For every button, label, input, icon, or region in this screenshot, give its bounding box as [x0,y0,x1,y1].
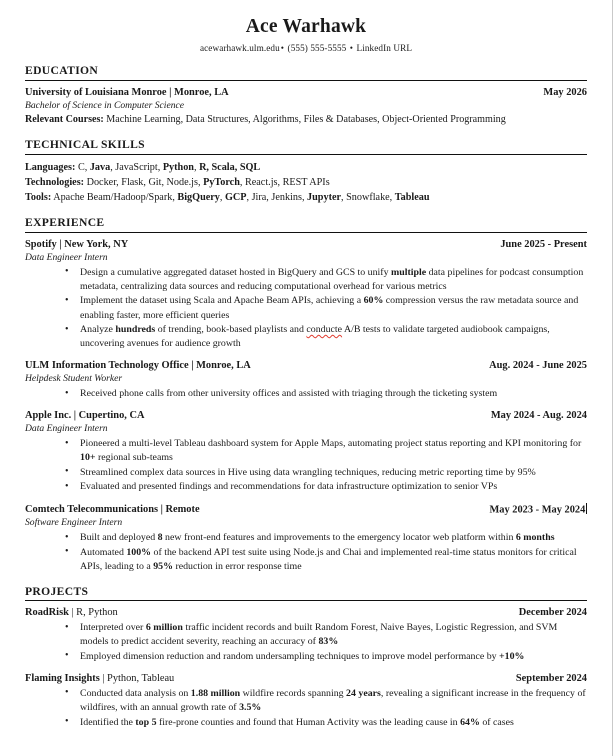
employer-title: Spotify | New York, NY [25,238,129,250]
text-run: Analyze [80,324,116,336]
bullet-item [65,266,587,294]
project-stack: | R, Python [68,607,118,619]
bullet-item [65,294,587,322]
text-run: 95% [153,560,173,572]
text-run: Jupyter [307,192,342,204]
entry-date: May 2023 - May 2024 [489,504,586,516]
bullet-item [65,650,587,664]
entry-date: September 2024 [515,672,587,684]
experience-entry [25,238,587,351]
text-run: , JavaScript, [110,161,163,173]
project-stack: | Python, Tableau [99,672,175,684]
skills-row [25,190,587,205]
text-run: C, [75,161,90,173]
text-run: new front-end features and improvements to the emergency locator web platform within [162,532,516,543]
skills-row [25,175,587,190]
text-run: 100% [126,546,152,558]
text-run: fire-prone counties and found that Human Activity was the leading cause in [156,716,461,728]
bullet-list [25,621,587,664]
text-run: Conducted data analysis on [80,687,191,699]
contact-linkedin: LinkedIn URL [356,43,413,54]
employer-title: Comtech Telecommunications | Remote [25,504,200,516]
text-run: 83% [318,636,339,648]
education-courses-label: Relevant Courses: [25,113,104,125]
entry-head [25,409,587,423]
text-run: 60% [363,295,384,307]
bullet-item [65,687,587,715]
skills-row [25,160,587,175]
project-entry [25,606,587,664]
text-run: 8 [157,532,163,543]
text-run: 1.88 million [190,687,241,699]
entry-date: December 2024 [518,607,587,619]
project-name: RoadRisk [25,607,69,619]
text-run: Built and deployed [80,532,158,543]
text-run: reduction in error response time [172,560,302,572]
education-courses [25,113,587,127]
text-run: , React.js, REST APIs [239,176,330,188]
entry-date: Aug. 2024 - June 2025 [489,360,587,372]
bullet-item [65,716,587,730]
job-role: Helpdesk Student Worker [25,373,123,385]
text-run: multiple [391,266,427,278]
bullet-item [65,531,587,545]
text-run: Docker, Flask, Git, Node.js, [84,176,204,188]
education-entry [25,86,587,127]
text-run: Streamlined complex data sources in Hive using data wrangling techniques, reducing metric reporting time by 95% [80,466,536,478]
text-run: +10% [499,650,525,662]
entry-head [25,359,587,373]
text-run: Apache Beam/Hadoop/Spark, [51,192,178,204]
bullet-item [65,466,587,480]
text-run: traffic incident records and built Random Forest, Naive Bayes, Logistic Regression, and SVM models to predict accident severity, reaching an accuracy of [80,622,558,648]
text-run: PyTorch [203,176,240,188]
bullet-item [65,546,587,574]
text-run: Automated [80,546,127,558]
text-run: BigQuery [177,192,220,204]
job-role: Data Engineer Intern [25,423,108,435]
bullet-item [65,480,587,494]
text-run: Received phone calls from other university offices and assisted with triaging through the ticketing system [80,388,498,400]
misspelled-word: conducte [306,324,343,336]
text-run: GCP [224,192,247,204]
text-run: Evaluated and presented findings and recommendations for data infrastructure optimization to senior VPs [80,481,498,493]
text-run: top 5 [135,716,157,728]
text-run: R, Scala, SQL [199,161,261,173]
text-run: Python [162,161,194,173]
contact-separator-1: • [280,43,285,54]
text-run: 6 months [515,532,555,543]
bullet-item [65,323,587,351]
text-run: Identified the [80,716,136,728]
text-run: , [219,192,225,204]
education-courses-value: Machine Learning, Data Structures, Algorithms, Files & Databases, Object-Oriented Programming [103,113,506,125]
text-run: 64% [460,716,480,728]
text-run: hundreds [115,324,156,336]
experience-entry [25,409,587,494]
project-title [25,606,118,620]
contact-separator-2: • [349,43,354,54]
entry-head [25,672,587,686]
text-run: , revealing a significant increase in the frequency of wildfires, with an annual growth rate of [80,687,586,714]
skills-row-label: Technologies: [25,176,85,188]
employer-title: Apple Inc. | Cupertino, CA [25,410,145,422]
education-degree: Bachelor of Science in Computer Science [25,99,185,111]
bullet-item [65,621,587,649]
page-title: Ace Warhawk [245,16,367,37]
section-heading-projects: PROJECTS [25,585,587,601]
text-run: 3.5% [239,702,262,714]
text-run: data pipelines for podcast consumption metadata, centralizing data sources and reducing computational overhead for various metrics [80,266,584,292]
entry-head [25,606,587,620]
skills-row-label: Languages: [25,161,76,173]
text-run: Pioneered a multi-level Tableau dashboard system for Apple Maps, automating project status reporting and KPI monitoring for [80,438,582,450]
bullet-list [25,387,587,401]
text-run: A/B tests to validate targeted audiobook campaigns, uncovering avenues for audience growth [80,324,550,350]
contact-email: acewarhawk.ulm.edu [199,43,280,54]
text-run: of trending, book-based playlists and [155,324,307,336]
text-run: 10+ [80,452,96,464]
text-cursor [586,503,587,514]
experience-entry [25,503,587,574]
entry-head [25,503,587,518]
text-run: of the backend API test suite using Node.js and Chai and implemented real-time status monitors for critical APIs, leading to a [80,546,577,572]
project-entry [25,672,587,730]
text-run: Implement the dataset using Scala and Apache Beam APIs, achieving a [80,295,364,307]
text-run: regional sub-teams [95,452,173,464]
text-run: 24 years [346,687,381,699]
text-run: compression versus the raw metadata source and enabling faster, more efficient queries [80,295,579,321]
text-run: , [193,161,200,173]
bullet-list [25,266,587,351]
skills-row-label: Tools: [25,192,52,204]
entry-date: June 2025 - Present [500,238,587,250]
bullet-list [25,437,587,494]
project-title [25,672,174,686]
text-run: Interpreted over [80,622,146,634]
job-role: Software Engineer Intern [25,517,123,529]
projects-list [25,606,587,729]
project-name: Flaming Insights [25,672,100,684]
education-school: University of Louisiana Monroe | Monroe, LA [25,86,229,98]
entry-head [25,238,587,252]
bullet-list [25,687,587,730]
entry-date: May 2024 - Aug. 2024 [490,410,587,422]
text-run: Design a cumulative aggregated dataset hosted in BigQuery and GCS to unify [80,266,391,278]
experience-entry [25,359,587,401]
text-run: , Snowflake, [341,192,395,204]
text-run: of cases [479,716,514,728]
experience-list [25,238,587,574]
education-entry-head [25,86,587,100]
text-run: wildfire records spanning [240,687,347,699]
section-heading-skills: TECHNICAL SKILLS [25,138,587,154]
bullet-item [65,387,587,401]
text-run: Java [89,161,111,173]
education-date: May 2026 [543,86,587,98]
section-heading-experience: EXPERIENCE [25,216,587,232]
skills-list [25,160,587,206]
contact-phone: (555) 555-5555 [287,43,347,54]
text-run: Tableau [394,192,430,204]
contact-line [25,43,587,53]
section-heading-education: EDUCATION [25,64,587,80]
bullet-list [25,531,587,574]
text-run: Employed dimension reduction and random undersampling techniques to improve model performance by [80,650,500,662]
employer-title: ULM Information Technology Office | Monroe, LA [25,360,251,372]
text-run: , Jira, Jenkins, [246,192,308,204]
job-role: Data Engineer Intern [25,251,108,263]
bullet-item [65,437,587,465]
text-run: 6 million [145,622,183,634]
